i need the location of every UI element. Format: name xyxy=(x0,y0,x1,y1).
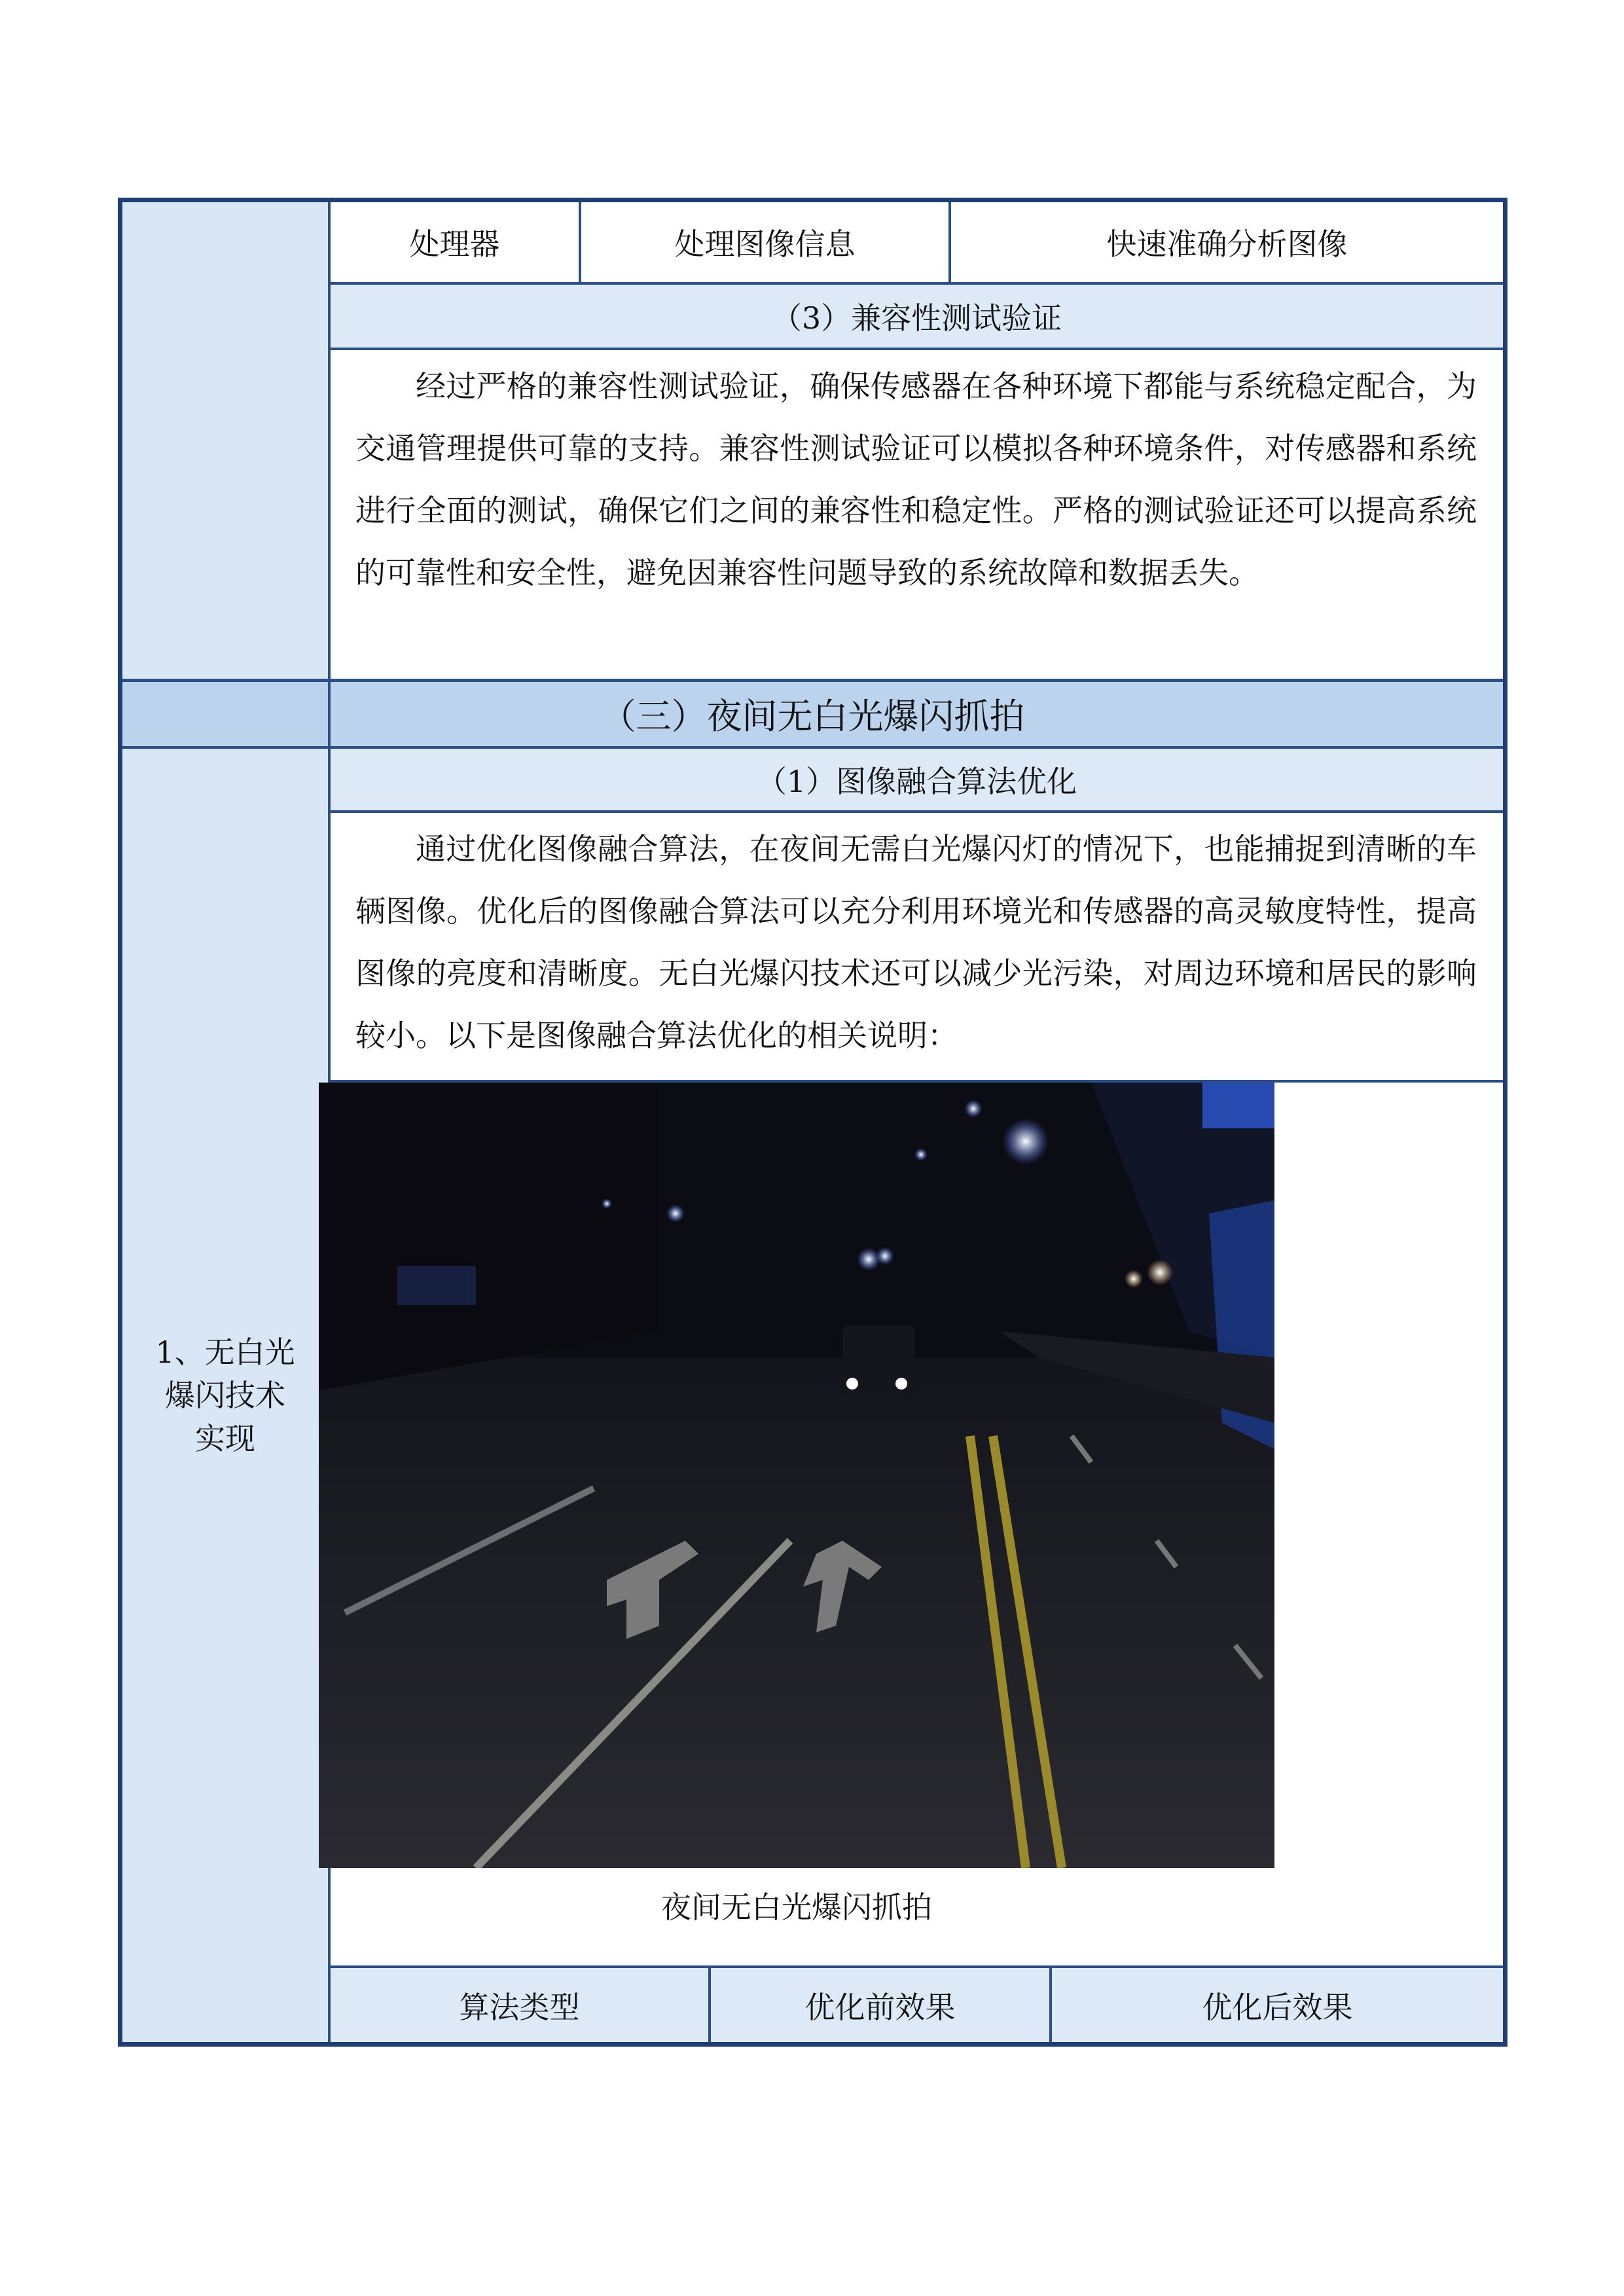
subsection-heading-compat: （3）兼容性测试验证 xyxy=(331,285,1503,348)
row-label: 1、无白光 爆闪技术 实现 xyxy=(155,1335,295,1456)
top-cell-3: 快速准确分析图像 xyxy=(1106,226,1348,262)
table-header-algorithm: 算法类型 xyxy=(331,1968,708,2042)
grid-line xyxy=(331,810,1503,813)
grid-line xyxy=(331,282,1503,285)
grid-line xyxy=(1049,1968,1052,2042)
paragraph-fusion: 通过优化图像融合算法，在夜间无需白光爆闪灯的情况下，也能捕捉到清晰的车辆图像。优化后的图像融合算法可以充分利用环境光和传感器的高灵敏度特性，提高图像的亮度和清晰度。无白光爆闪技术还可以减少光污染，对周边环境和居民的影响较小。以下是图像融合算法优化的相关说明： xyxy=(355,831,1477,1053)
grid-line xyxy=(331,1965,1503,1968)
grid-line xyxy=(122,679,1503,682)
top-cell-1: 处理器 xyxy=(409,226,500,262)
grid-line xyxy=(331,348,1503,350)
night-road-photo xyxy=(319,1083,1274,1868)
grid-line xyxy=(948,202,951,282)
section-title: （三）夜间无白光爆闪抓拍 xyxy=(122,681,1503,746)
grid-line xyxy=(122,746,1503,749)
night-road-image xyxy=(319,1083,1274,1868)
figure-caption: 夜间无白光爆闪抓拍 xyxy=(661,1890,932,1925)
grid-line xyxy=(708,1968,711,2042)
left-cell-top xyxy=(122,202,328,679)
subsection-heading-fusion: （1）图像融合算法优化 xyxy=(331,749,1503,810)
left-cell-label xyxy=(122,749,328,2042)
top-cell-2: 处理图像信息 xyxy=(674,226,856,262)
table-header-after: 优化后效果 xyxy=(1052,1968,1503,2042)
paragraph-compat: 经过严格的兼容性测试验证，确保传感器在各种环境下都能与系统稳定配合，为交通管理提供可靠的支持。兼容性测试验证可以模拟各种环境条件，对传感器和系统进行全面的测试，确保它们之间的兼容性和稳定性。严格的测试验证还可以提高系统的可靠性和安全性，避免因兼容性问题导致的系统故障和数据丢失。 xyxy=(355,368,1477,590)
grid-line xyxy=(579,202,581,282)
table-header-before: 优化前效果 xyxy=(711,1968,1049,2042)
